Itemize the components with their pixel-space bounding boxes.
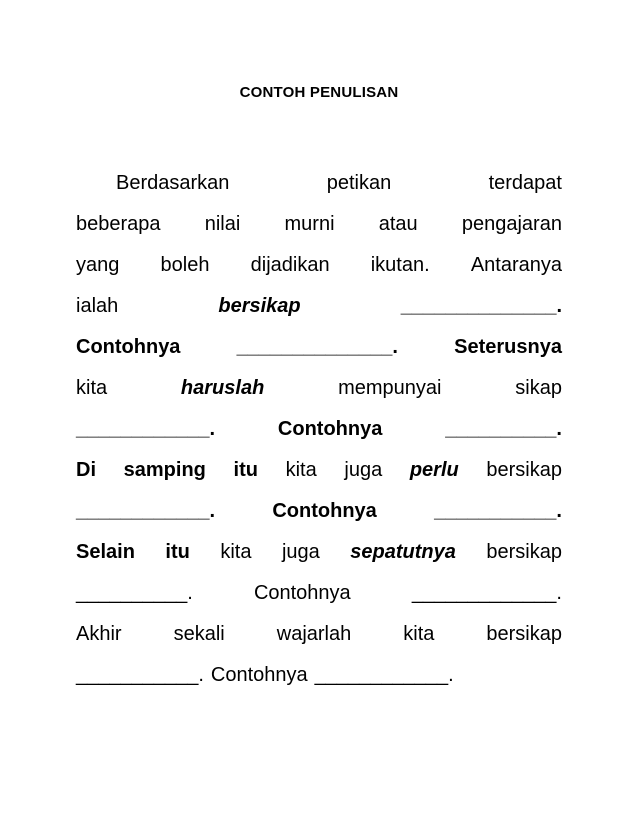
word: kita [285,459,317,481]
text-line [76,368,562,409]
word: wajarlah [276,623,352,645]
word: perlu [409,459,459,481]
body-paragraph [76,163,562,696]
word: beberapa [76,213,161,235]
word: ikutan. [370,254,430,276]
word: bersikap [486,623,562,645]
blank-field: ____________. [314,664,454,686]
word: Di [76,459,96,481]
word: boleh [160,254,210,276]
text-line [76,286,562,327]
word: sepatutnya [350,541,456,563]
word: dijadikan [250,254,330,276]
word: bersikap [486,459,562,481]
word: kita [403,623,435,645]
text-line [76,532,562,573]
text-line [76,409,562,450]
blank-field: __________. [445,418,562,440]
word: murni [284,213,335,235]
word: itu [233,459,258,481]
text-line [76,450,562,491]
word: itu [165,541,190,563]
text-line [76,573,562,614]
text-line [76,204,562,245]
word: Berdasarkan [116,172,230,194]
word: Antaranya [470,254,562,276]
blank-field: ______________. [400,295,562,317]
blank-field: __________. [76,582,193,604]
word: kita [220,541,252,563]
word: petikan [326,172,392,194]
word: haruslah [180,377,265,399]
text-line [76,327,562,368]
word: Contohnya [253,582,351,604]
word: bersikap [218,295,301,317]
word: sekali [173,623,225,645]
word: pengajaran [461,213,562,235]
word: sikap [515,377,562,399]
word: Contohnya [210,664,308,686]
text-line [76,163,562,204]
word: Seterusnya [454,336,562,358]
word: ialah [76,295,119,317]
word: bersikap [486,541,562,563]
document-title: CONTOH PENULISAN [239,84,399,101]
word: juga [281,541,320,563]
blank-field: ____________. [76,500,216,522]
word: Contohnya [272,500,377,522]
blank-field: ___________. [434,500,562,522]
word: Contohnya [76,336,181,358]
word: nilai [204,213,241,235]
word: Contohnya [277,418,383,440]
word: Akhir [76,623,122,645]
blank-field: _____________. [411,582,562,604]
text-line [76,245,562,286]
word: Selain [76,541,135,563]
text-line [76,655,562,696]
blank-field: ___________. [76,664,204,686]
word: terdapat [488,172,562,194]
word: mempunyai [338,377,442,399]
word: yang [76,254,120,276]
word: samping [123,459,206,481]
blank-field: ____________. [76,418,216,440]
text-line [76,491,562,532]
word: juga [344,459,383,481]
text-line [76,614,562,655]
word: kita [76,377,108,399]
blank-field: ______________. [236,336,398,358]
word: atau [378,213,418,235]
